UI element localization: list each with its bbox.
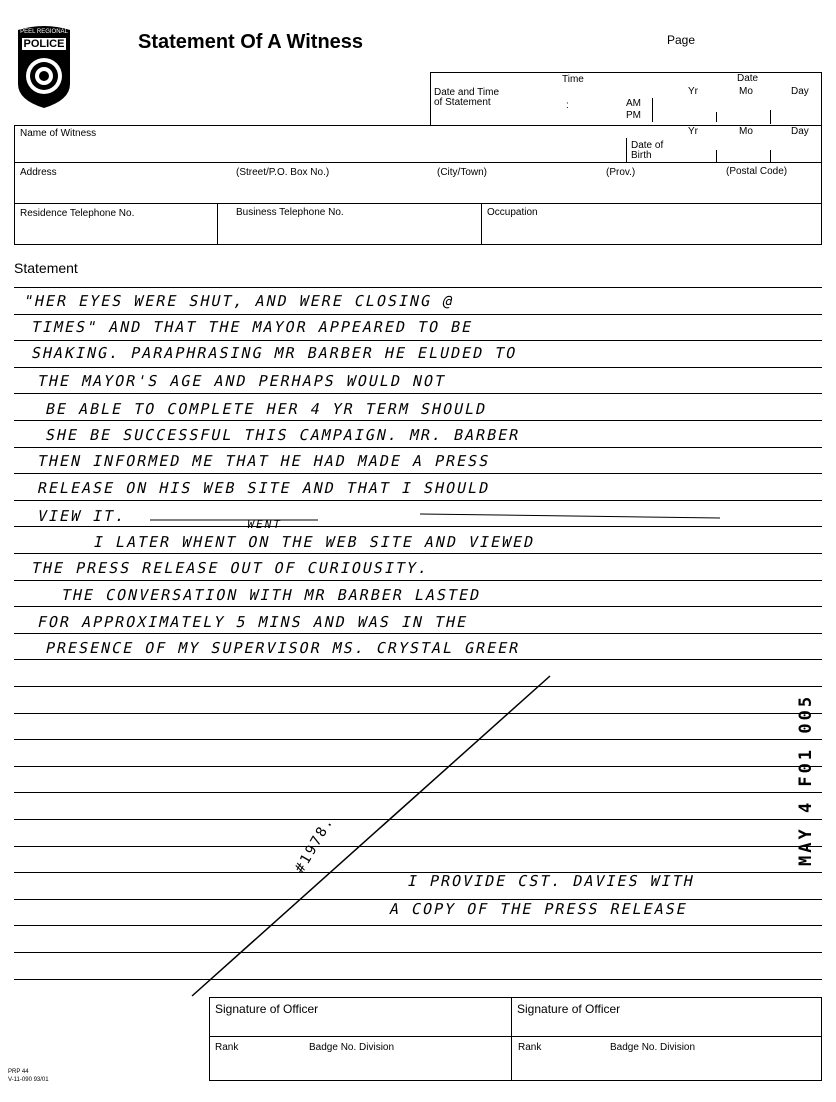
signature-of-officer-label: Signature of Officer	[215, 1002, 319, 1016]
dob-day-label: Day	[791, 126, 809, 137]
statement-line: THE PRESS RELEASE OUT OF CURIOUSITY.	[30, 559, 431, 577]
year-label: Yr	[688, 86, 698, 97]
badge-division-label: Badge No. Division	[610, 1042, 696, 1053]
statement-line: TIMES" AND THAT THE MAYOR APPEARED TO BE	[30, 318, 476, 336]
dob-label-1: Date of	[631, 140, 664, 151]
month-label: Mo	[739, 86, 753, 97]
business-phone-label: Business Telephone No.	[236, 207, 344, 218]
statement-heading: Statement	[14, 260, 78, 276]
date-label: Date	[737, 73, 759, 84]
rank-label: Rank	[518, 1042, 542, 1053]
statement-line: I LATER WHENT ON THE WEB SITE AND VIEWED	[92, 533, 538, 551]
name-of-witness-label: Name of Witness	[20, 128, 97, 139]
occupation-label: Occupation	[487, 207, 538, 218]
time-label: Time	[562, 74, 584, 85]
date-time-label-2: of Statement	[434, 97, 491, 108]
rank-label: Rank	[215, 1042, 239, 1053]
statement-line: RELEASE ON HIS WEB SITE AND THAT I SHOULD	[36, 479, 493, 497]
date-time-label-1: Date and Time	[434, 87, 500, 98]
residence-phone-label: Residence Telephone No.	[20, 208, 135, 219]
statement-line: THEN INFORMED ME THAT HE HAD MADE A PRESS	[36, 452, 493, 470]
margin-note: #1978.	[292, 813, 338, 876]
postal-code-label: (Postal Code)	[726, 166, 788, 177]
badge-text-top: PEEL REGIONAL	[20, 29, 68, 35]
time-colon: :	[566, 100, 569, 111]
am-label: AM	[626, 98, 641, 109]
street-label: (Street/P.O. Box No.)	[236, 167, 330, 178]
badge-division-label: Badge No. Division	[309, 1042, 395, 1053]
pm-label: PM	[626, 110, 641, 121]
statement-line: THE MAYOR'S AGE AND PERHAPS WOULD NOT	[36, 372, 448, 390]
city-label: (City/Town)	[437, 167, 488, 178]
closing-note-line: I PROVIDE CST. DAVIES WITH	[406, 872, 697, 890]
form-code: V-11-090 93/01	[8, 1077, 49, 1083]
dob-yr-label: Yr	[688, 126, 698, 137]
statement-line: PRESENCE OF MY SUPERVISOR MS. CRYSTAL GREER	[44, 639, 523, 657]
form-code: PRP 44	[8, 1069, 29, 1075]
statement-line: SHE BE SUCCESSFUL THIS CAMPAIGN. MR. BARBER	[44, 426, 523, 444]
prov-label: (Prov.)	[606, 167, 636, 178]
statement-line: BE ABLE TO COMPLETE HER 4 YR TERM SHOULD	[44, 400, 490, 418]
statement-line: VIEW IT.	[36, 507, 129, 525]
statement-line: FOR APPROXIMATELY 5 MINS AND WAS IN THE	[36, 613, 471, 631]
badge-text-police: POLICE	[23, 38, 65, 50]
closing-note-line: A COPY OF THE PRESS RELEASE	[388, 900, 690, 918]
date-stamp: MAY 4 F01 005	[796, 693, 816, 866]
dob-label-2: Birth	[631, 150, 652, 161]
form-title: Statement Of A Witness	[138, 31, 364, 53]
statement-line: THE CONVERSATION WITH MR BARBER LASTED	[60, 586, 483, 604]
signature-of-officer-label: Signature of Officer	[517, 1002, 621, 1016]
address-label: Address	[20, 167, 57, 178]
inserted-word: WENT	[246, 518, 284, 531]
page-label: Page	[667, 33, 696, 47]
dob-mo-label: Mo	[739, 126, 753, 137]
statement-line: "HER EYES WERE SHUT, AND WERE CLOSING @	[22, 292, 457, 310]
statement-line: SHAKING. PARAPHRASING MR BARBER HE ELUDED TO	[30, 344, 520, 362]
day-label: Day	[791, 86, 809, 97]
